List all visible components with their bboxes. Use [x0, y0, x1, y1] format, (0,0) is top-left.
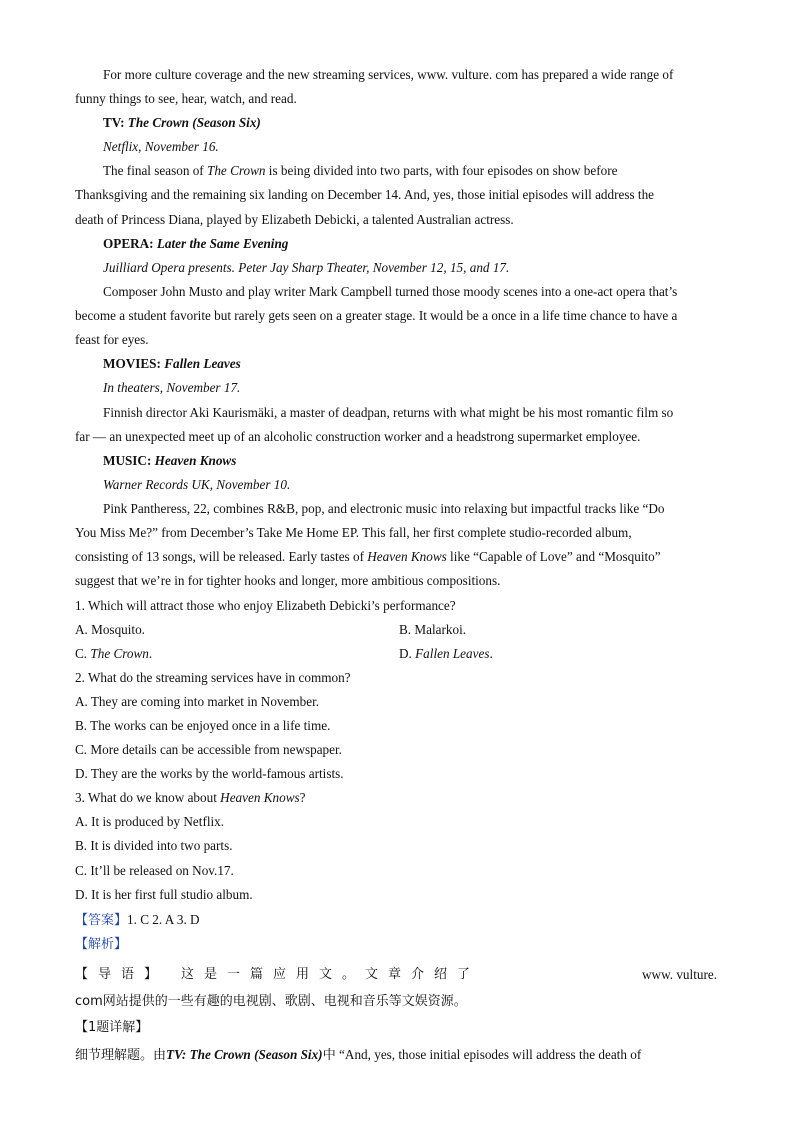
tv-heading — [103, 111, 743, 135]
q1-c-title: The Crown — [90, 646, 149, 661]
answer-values: 1. C 2. A 3. D — [127, 912, 200, 927]
question-2-stem: 2. What do the streaming services have in common? — [75, 670, 351, 685]
q1-d-label: D. — [399, 646, 416, 661]
tv-category: TV: — [103, 115, 125, 130]
question-3-stem — [75, 786, 715, 810]
guide-text: 这是一篇应用文。文章介绍了 — [181, 967, 481, 982]
q1-detail-ref: TV: The Crown (Season Six) — [166, 1047, 323, 1062]
q3-stem-post: ? — [299, 790, 306, 805]
guide-line-2: com网站提供的一些有趣的电视剧、歌剧、电视和音乐等文娱资源。 — [75, 994, 467, 1009]
tv-para-line-2: Thanksgiving and the remaining six landing on December 14. And, yes, those initial episodes will address the — [75, 187, 655, 202]
opera-category: OPERA: — [103, 236, 154, 251]
movies-heading — [103, 352, 743, 376]
tv-season: (Season Six) — [192, 115, 261, 130]
q3-option-d: D. It is her first full studio album. — [75, 887, 253, 902]
music-meta: Warner Records UK, November 10. — [103, 477, 291, 492]
music-p3-title: Heaven Knows — [367, 549, 447, 564]
tv-p1-post: is being divided into two parts, with four episodes on show before — [265, 163, 618, 178]
opera-title: Later the Same Evening — [156, 236, 289, 251]
q2-option-d: D. They are the works by the world-famous artists. — [75, 766, 344, 781]
answer-label: 【答案】 — [75, 913, 128, 928]
q1-detail-line — [75, 1043, 715, 1068]
music-para-line-4: suggest that we’re in for tighter hooks and longer, more ambitious compositions. — [75, 573, 501, 588]
q1-c-end: . — [148, 646, 153, 661]
q3-stem-pre: 3. What do we know about — [75, 790, 221, 805]
q2-option-a: A. They are coming into market in November. — [75, 694, 320, 709]
guide-label: 【导语】 — [75, 967, 168, 982]
q1-detail-pre: 细节理解题。由 — [75, 1048, 167, 1063]
answer-line — [75, 908, 715, 933]
opera-meta: Juilliard Opera presents. Peter Jay Sharp Theater, November 12, 15, and 17. — [103, 260, 510, 275]
intro-line-2: funny things to see, hear, watch, and read. — [75, 91, 297, 106]
music-p3-pre: consisting of 13 songs, will be released. Early tastes of — [75, 549, 368, 564]
intro-line-1: For more culture coverage and the new streaming services, www. vulture. com has prepared a wide range of — [103, 67, 674, 82]
q1-d-title: Fallen Leaves — [415, 646, 490, 661]
analysis-label: 【解析】 — [75, 937, 128, 952]
opera-para-line-3: feast for eyes. — [75, 332, 149, 347]
tv-para-line-1 — [103, 159, 743, 183]
movies-title: Fallen Leaves — [164, 356, 241, 371]
opera-para-line-1: Composer John Musto and play writer Mark Campbell turned those moody scenes into a one-act opera that’s — [103, 284, 678, 299]
q1-option-c — [75, 646, 152, 661]
opera-para-line-2: become a student favorite but rarely gets seen on a greater stage. It would be a once in a life time chance to have a — [75, 308, 678, 323]
music-title: Heaven Knows — [154, 453, 237, 468]
question-1-row-1 — [75, 618, 715, 642]
q1-detail-heading: 【1题详解】 — [75, 1020, 149, 1035]
q1-detail-post: 中 “And, yes, those initial episodes will address the death of — [322, 1047, 642, 1062]
guide-url: www. vulture. — [642, 967, 717, 982]
q1-c-label: C. — [75, 646, 91, 661]
q1-d-end: . — [489, 646, 493, 661]
q2-option-b: B. The works can be enjoyed once in a life time. — [75, 718, 331, 733]
q3-option-a: A. It is produced by Netflix. — [75, 814, 225, 829]
opera-heading — [103, 232, 743, 256]
music-para-line-2: You Miss Me?” from December’s Take Me Home EP. This fall, her first complete studio-recorded album, — [75, 525, 632, 540]
movies-category: MOVIES: — [103, 356, 161, 371]
q1-option-d — [399, 642, 493, 666]
q3-stem-title: Heaven Knows — [220, 790, 300, 805]
movies-para-line-1: Finnish director Aki Kaurismäki, a master of deadpan, returns with what might be his most romantic film so — [103, 405, 674, 420]
q2-option-c: C. More details can be accessible from newspaper. — [75, 742, 342, 757]
tv-p1-pre: The final season of — [103, 163, 207, 178]
guide-line-1 — [75, 963, 717, 987]
q3-option-c: C. It’ll be released on Nov.17. — [75, 863, 234, 878]
q3-option-b: B. It is divided into two parts. — [75, 838, 233, 853]
question-1-row-2 — [75, 642, 715, 666]
tv-p1-title: The Crown — [207, 163, 266, 178]
music-heading — [103, 449, 743, 473]
tv-title: The Crown — [127, 115, 189, 130]
movies-meta: In theaters, November 17. — [103, 380, 241, 395]
music-para-line-1: Pink Pantheress, 22, combines R&B, pop, and electronic music into relaxing but impactful tracks like “Do — [103, 501, 665, 516]
tv-meta: Netflix, November 16. — [103, 139, 219, 154]
question-1-stem: 1. Which will attract those who enjoy Elizabeth Debicki’s performance? — [75, 598, 456, 613]
music-category: MUSIC: — [103, 453, 152, 468]
tv-para-line-3: death of Princess Diana, played by Elizabeth Debicki, a talented Australian actress. — [75, 212, 514, 227]
music-para-line-3 — [75, 545, 715, 569]
movies-para-line-2: far — an unexpected meet up of an alcoholic construction worker and a headstrong supermarket employee. — [75, 429, 641, 444]
music-p3-post: like “Capable of Love” and “Mosquito” — [446, 549, 661, 564]
q1-option-a: A. Mosquito. — [75, 622, 145, 637]
q1-option-b: B. Malarkoi. — [399, 622, 467, 637]
